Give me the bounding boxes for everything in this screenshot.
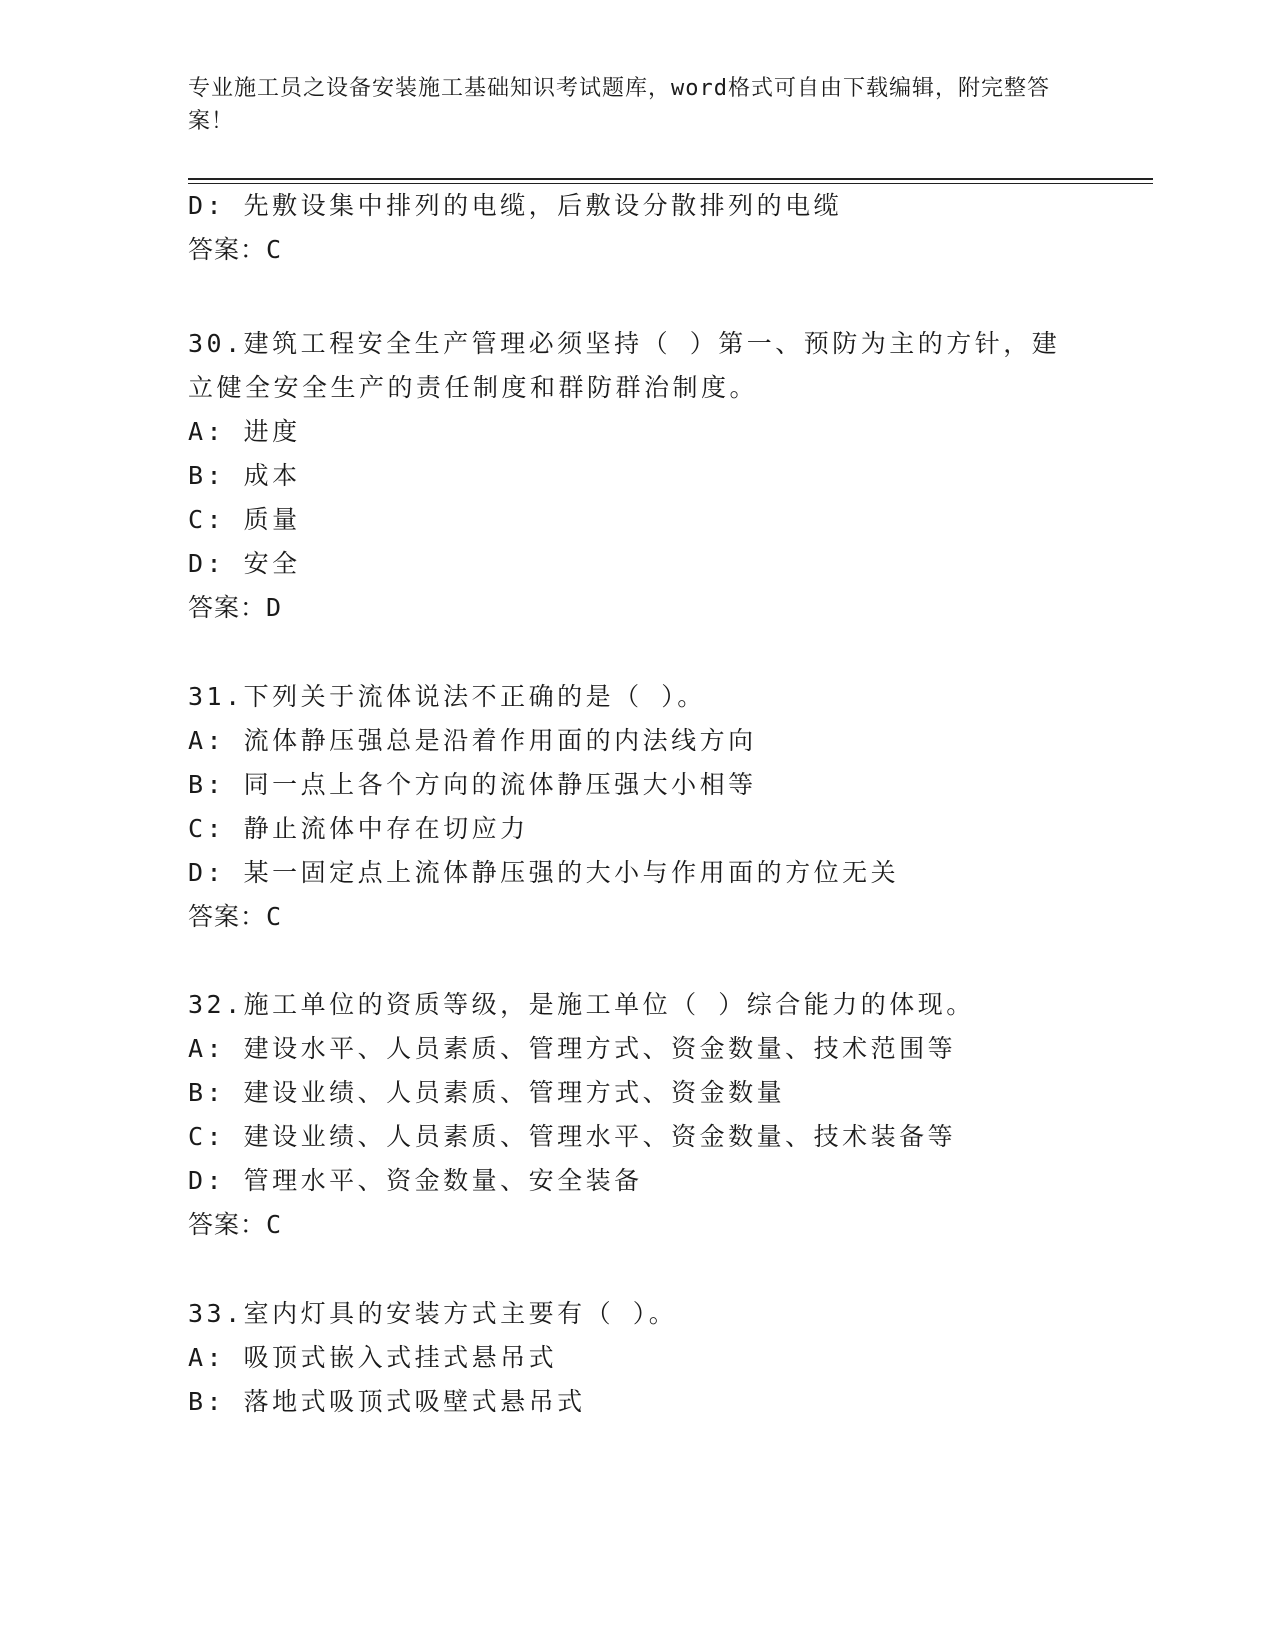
- q32-option-d: D: 管理水平、资金数量、安全装备: [188, 1166, 643, 1195]
- q32-option-a: A: 建设水平、人员素质、管理方式、资金数量、技术范围等: [188, 1034, 957, 1063]
- answer-value: D: [266, 593, 283, 622]
- answer-label: 答案：: [188, 902, 267, 931]
- q33-option-b: B: 落地式吸顶式吸壁式悬吊式: [188, 1387, 586, 1416]
- q30-answer: [188, 591, 282, 625]
- q32-stem: 32.施工单位的资质等级，是施工单位（ ）综合能力的体现。: [188, 990, 975, 1019]
- answer-value: C: [266, 1210, 283, 1239]
- q30-option-a: A: 进度: [188, 417, 301, 446]
- q31-option-b: B: 同一点上各个方向的流体静压强大小相等: [188, 770, 757, 799]
- q33-option-a: A: 吸顶式嵌入式挂式悬吊式: [188, 1343, 558, 1372]
- answer-value: C: [266, 235, 283, 264]
- answer-label: 答案：: [188, 593, 267, 622]
- q32-option-b: B: 建设业绩、人员素质、管理方式、资金数量: [188, 1078, 786, 1107]
- q32-answer: [188, 1208, 282, 1242]
- answer-label: 答案：: [188, 1210, 267, 1239]
- document-header: 专业施工员之设备安装施工基础知识考试题库，word格式可自由下载编辑，附完整答案！: [188, 76, 1050, 134]
- q31-stem: 31.下列关于流体说法不正确的是（ ）。: [188, 682, 706, 711]
- answer-label: 答案：: [188, 235, 267, 264]
- answer-value: C: [266, 902, 283, 931]
- q31-option-d: D: 某一固定点上流体静压强的大小与作用面的方位无关: [188, 858, 900, 887]
- q31-option-c: C: 静止流体中存在切应力: [188, 814, 529, 843]
- q30-option-d: D: 安全: [188, 549, 301, 578]
- header-divider-thick: [188, 178, 1153, 180]
- header-divider-thin: [188, 183, 1153, 184]
- q29-option-d: D: 先敷设集中排列的电缆，后敷设分散排列的电缆: [188, 191, 843, 220]
- q31-answer: [188, 900, 282, 934]
- q31-option-a: A: 流体静压强总是沿着作用面的内法线方向: [188, 726, 757, 755]
- q30-option-c: C: 质量: [188, 505, 301, 534]
- q33-stem: 33.室内灯具的安装方式主要有（ ）。: [188, 1299, 678, 1328]
- q30-option-b: B: 成本: [188, 461, 301, 490]
- q30-stem-line-1: 30.建筑工程安全生产管理必须坚持（ ）第一、预防为主的方针，建: [188, 329, 1061, 358]
- q32-option-c: C: 建设业绩、人员素质、管理水平、资金数量、技术装备等: [188, 1122, 957, 1151]
- q30-stem-line-2: 立健全安全生产的责任制度和群防群治制度。: [188, 373, 759, 402]
- q29-answer: [188, 233, 282, 267]
